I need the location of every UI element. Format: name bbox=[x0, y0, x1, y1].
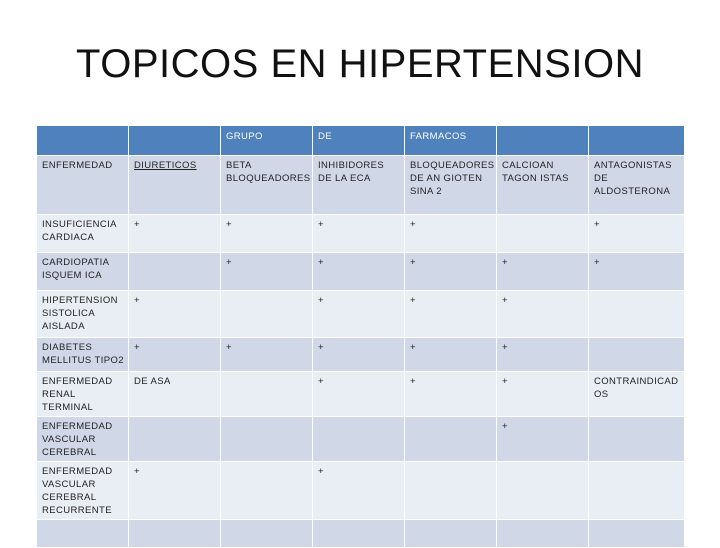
table-cell: + bbox=[405, 215, 497, 253]
row-label: HIPERTENSION SISTOLICA AISLADA bbox=[37, 291, 129, 338]
table-cell: + bbox=[405, 291, 497, 338]
header-cell: FARMACOS bbox=[405, 126, 497, 156]
table-cell: CALCIOAN TAGON ISTAS bbox=[497, 156, 589, 215]
table-cell: BLOQUEADORES DE AN GIOTEN SINA 2 bbox=[405, 156, 497, 215]
row-label: INSUFICIENCIA CARDIACA bbox=[37, 215, 129, 253]
slide-title: TOPICOS EN HIPERTENSION bbox=[76, 42, 644, 86]
table-cell bbox=[589, 417, 685, 462]
table-cell bbox=[129, 520, 221, 548]
header-cell: GRUPO bbox=[221, 126, 313, 156]
table-row bbox=[37, 338, 685, 372]
table-cell: + bbox=[221, 253, 313, 291]
table-cell: + bbox=[497, 291, 589, 338]
table-cell bbox=[221, 417, 313, 462]
table-cell: + bbox=[221, 338, 313, 372]
table-cell bbox=[129, 253, 221, 291]
table-cell: + bbox=[497, 372, 589, 417]
table-cell: + bbox=[313, 215, 405, 253]
table-cell: + bbox=[129, 215, 221, 253]
table-cell: + bbox=[313, 372, 405, 417]
table-cell bbox=[221, 520, 313, 548]
table-cell: + bbox=[589, 215, 685, 253]
table-cell bbox=[313, 520, 405, 548]
table-cell: + bbox=[589, 253, 685, 291]
hypertension-drug-table bbox=[36, 125, 685, 548]
table-cell bbox=[497, 215, 589, 253]
header-cell bbox=[129, 126, 221, 156]
row-label bbox=[37, 520, 129, 548]
table-row bbox=[37, 417, 685, 462]
header-cell bbox=[37, 126, 129, 156]
table-cell: + bbox=[405, 372, 497, 417]
table-row bbox=[37, 462, 685, 520]
table-cell bbox=[405, 520, 497, 548]
row-label: ENFERMEDAD bbox=[37, 156, 129, 215]
table-cell bbox=[405, 417, 497, 462]
table-row bbox=[37, 156, 685, 215]
table-cell bbox=[497, 520, 589, 548]
table-cell bbox=[589, 338, 685, 372]
row-label: ENFERMEDAD RENAL TERMINAL bbox=[37, 372, 129, 417]
table-cell: + bbox=[497, 417, 589, 462]
table-cell bbox=[589, 462, 685, 520]
table-cell: + bbox=[497, 253, 589, 291]
table-cell bbox=[129, 417, 221, 462]
table-row bbox=[37, 253, 685, 291]
table-cell bbox=[313, 417, 405, 462]
header-cell: DE bbox=[313, 126, 405, 156]
table-cell: ANTAGONISTAS DE ALDOSTERONA bbox=[589, 156, 685, 215]
table-cell: + bbox=[313, 253, 405, 291]
table-cell bbox=[221, 462, 313, 520]
row-label: ENFERMEDAD VASCULAR CEREBRAL bbox=[37, 417, 129, 462]
table-cell: + bbox=[405, 253, 497, 291]
table-cell bbox=[589, 520, 685, 548]
table-row bbox=[37, 291, 685, 338]
row-label: CARDIOPATIA ISQUEM ICA bbox=[37, 253, 129, 291]
table-row bbox=[37, 372, 685, 417]
table-cell: DIURETICOS bbox=[129, 156, 221, 215]
table-cell: + bbox=[405, 338, 497, 372]
table-cell bbox=[405, 462, 497, 520]
table-cell: + bbox=[313, 462, 405, 520]
table-cell bbox=[221, 291, 313, 338]
table-cell bbox=[589, 291, 685, 338]
header-row bbox=[37, 126, 685, 156]
table-cell: + bbox=[313, 338, 405, 372]
table-cell bbox=[221, 372, 313, 417]
header-cell bbox=[589, 126, 685, 156]
table-cell: + bbox=[313, 291, 405, 338]
table-cell bbox=[497, 462, 589, 520]
table-cell: + bbox=[129, 462, 221, 520]
row-label: DIABETES MELLITUS TIPO2 bbox=[37, 338, 129, 372]
table-cell: DE ASA bbox=[129, 372, 221, 417]
table-cell: BETA BLOQUEADORES bbox=[221, 156, 313, 215]
table-cell: + bbox=[497, 338, 589, 372]
table-cell: + bbox=[221, 215, 313, 253]
table-row bbox=[37, 520, 685, 548]
table-cell: CONTRAINDICAD OS bbox=[589, 372, 685, 417]
header-cell bbox=[497, 126, 589, 156]
table-row bbox=[37, 215, 685, 253]
table-cell: + bbox=[129, 291, 221, 338]
table-cell: + bbox=[129, 338, 221, 372]
row-label: ENFERMEDAD VASCULAR CEREBRAL RECURRENTE bbox=[37, 462, 129, 520]
table-cell: INHIBIDORES DE LA ECA bbox=[313, 156, 405, 215]
